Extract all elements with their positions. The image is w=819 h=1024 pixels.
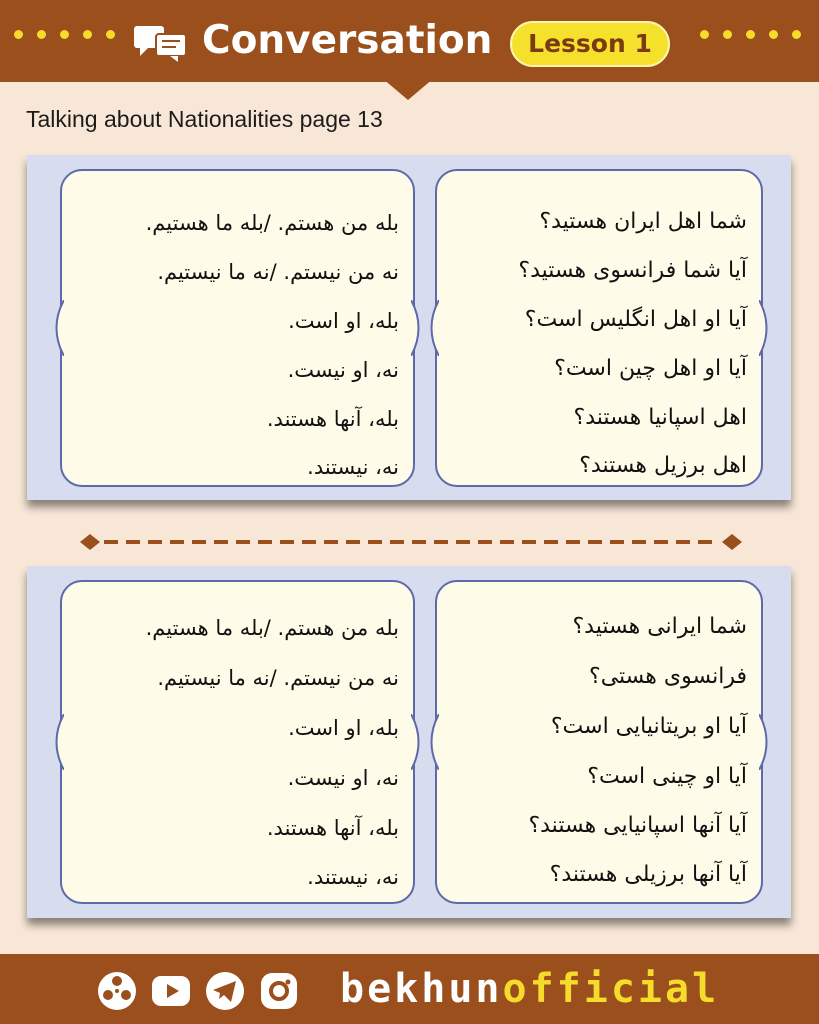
lesson-subtitle: Talking about Nationalities page 13 <box>26 106 383 132</box>
question-line: آیا او اهل انگلیس است؟ <box>524 307 747 332</box>
answer-line: بله، او است. <box>288 309 399 333</box>
conversation-panel-1 <box>27 155 791 500</box>
brand-name-part1: bekhun <box>340 966 503 1012</box>
film-reel-icon[interactable] <box>96 970 138 1012</box>
header-bar <box>0 0 819 82</box>
question-line: فرانسوی هستی؟ <box>589 664 747 689</box>
header-pointer <box>382 78 434 100</box>
question-line: آیا آنها برزیلی هستند؟ <box>549 862 747 887</box>
answer-line: نه، نیستند. <box>307 865 399 889</box>
answer-line: نه، او نیست. <box>287 766 399 790</box>
dashed-divider <box>80 532 742 552</box>
chat-bubbles-icon <box>132 22 190 62</box>
decorative-dots-left <box>14 30 115 39</box>
question-line: شما ایرانی هستید؟ <box>572 614 747 639</box>
conversation-panel-2 <box>27 566 791 918</box>
decorative-dots-right <box>700 30 801 39</box>
answer-line: بله، آنها هستند. <box>266 816 399 840</box>
telegram-icon[interactable] <box>204 970 246 1012</box>
answer-line: نه، او نیست. <box>287 358 399 382</box>
answer-line: بله من هستم. /بله ما هستیم. <box>145 211 399 235</box>
question-line: آیا او چینی است؟ <box>587 764 747 789</box>
brand-name-part2: official <box>502 966 720 1012</box>
answer-line: نه من نیستم. /نه ما نیستیم. <box>157 666 399 690</box>
answer-line: نه، نیستند. <box>307 455 399 479</box>
question-line: اهل برزیل هستند؟ <box>579 453 747 478</box>
instagram-icon[interactable] <box>258 970 300 1012</box>
answer-line: بله، او است. <box>288 716 399 740</box>
question-line: اهل اسپانیا هستند؟ <box>573 405 747 430</box>
question-line: آیا او اهل چین است؟ <box>554 356 747 381</box>
answers-card <box>60 580 415 904</box>
answers-card <box>60 169 415 487</box>
question-line: آیا شما فرانسوی هستید؟ <box>518 258 747 283</box>
questions-card <box>435 580 763 904</box>
lesson-badge: Lesson 1 <box>510 21 670 67</box>
question-line: آیا او بریتانیایی است؟ <box>550 714 747 739</box>
question-line: آیا آنها اسپانیایی هستند؟ <box>528 813 747 838</box>
brand-name <box>340 962 719 1016</box>
footer-bar <box>0 954 819 1024</box>
question-line: شما اهل ایران هستید؟ <box>539 209 747 234</box>
page-title: Conversation <box>202 18 493 63</box>
answer-line: بله من هستم. /بله ما هستیم. <box>145 616 399 640</box>
answer-line: نه من نیستم. /نه ما نیستیم. <box>157 260 399 284</box>
questions-card <box>435 169 763 487</box>
youtube-icon[interactable] <box>150 970 192 1012</box>
answer-line: بله، آنها هستند. <box>266 407 399 431</box>
